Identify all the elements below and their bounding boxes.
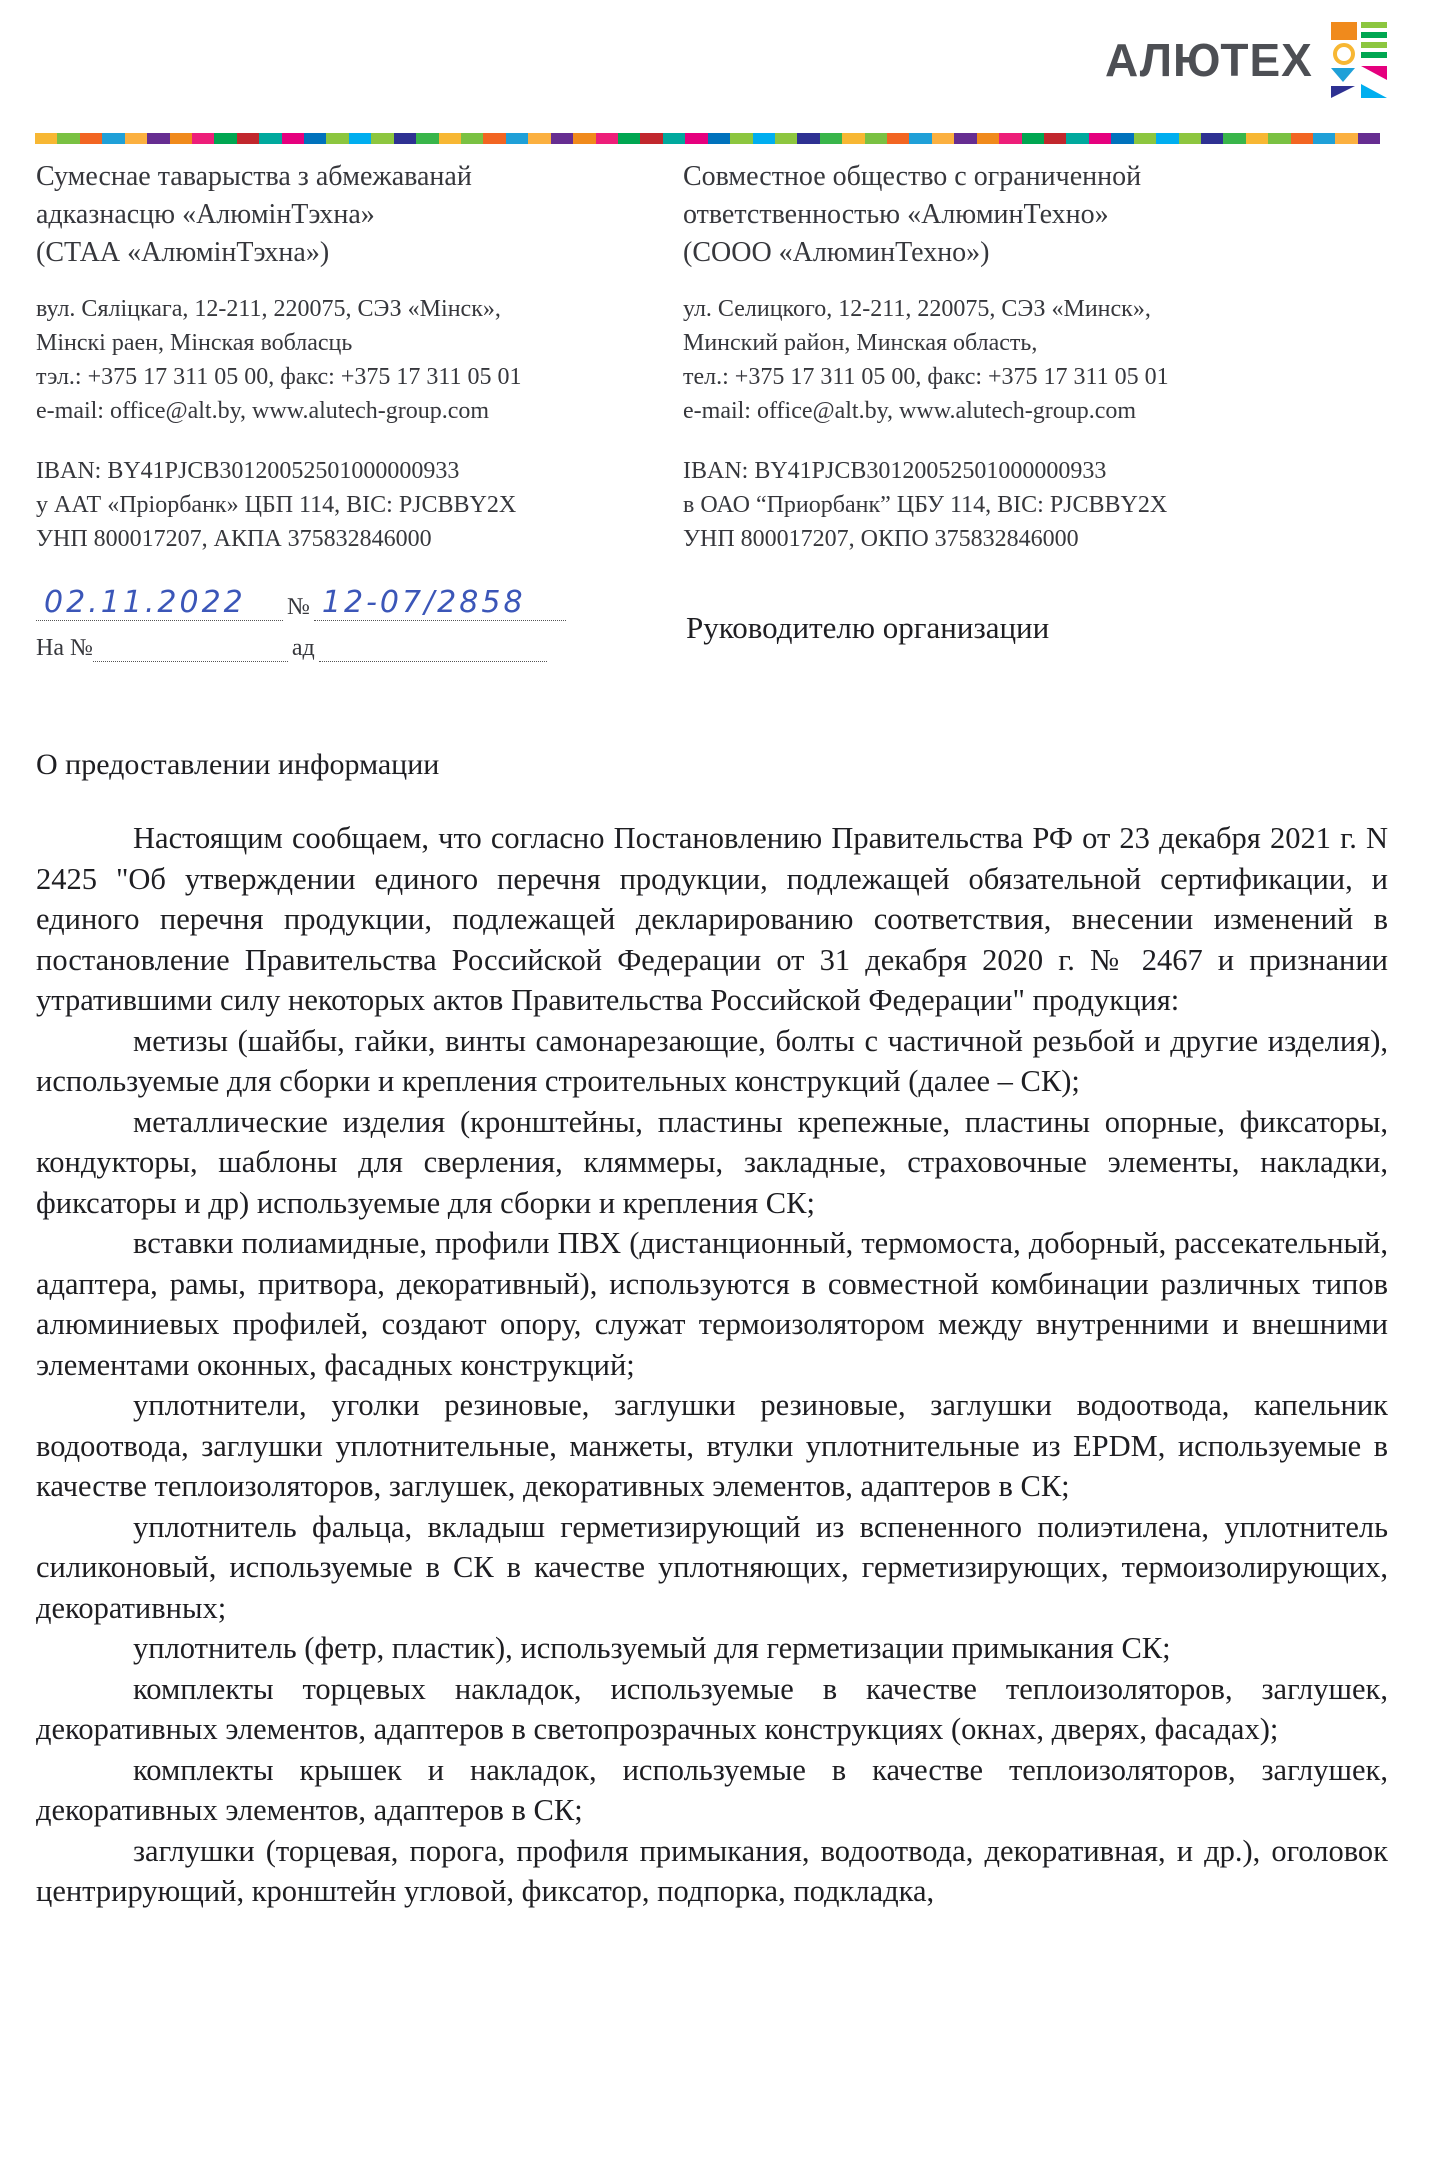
stripe-segment: [618, 133, 640, 144]
body-paragraph: уплотнители, уголки резиновые, заглушки резиновые, заглушки водоотвода, капельник водоотвода, заглушки уплотнительные, манжеты, втулки уплотнительные из EPDM, используемые в качестве теплоизоляторов, заглушек, декоративных элементов, адаптеров в СК;: [36, 1388, 1388, 1503]
email-line: e-mail: office@alt.by, www.alutech-group.com: [683, 398, 1137, 424]
company-name-line: (СТАА «АлюмiнТэхна»): [36, 237, 330, 268]
ad-date-field: [319, 635, 547, 662]
stripe-segment: [999, 133, 1021, 144]
logo-bar-4: [1361, 52, 1387, 58]
header-belarusian: [36, 158, 676, 556]
stripe-segment: [1246, 133, 1268, 144]
company-name-line: Сумеснае таварыства з абмежаванай: [36, 161, 472, 192]
logo-text: АЛЮТЕХ: [1105, 34, 1313, 86]
stripe-segment: [663, 133, 685, 144]
stripe-segment: [259, 133, 281, 144]
stripe-segment: [1089, 133, 1111, 144]
stripe-segment: [1313, 133, 1335, 144]
company-logo: [1105, 20, 1389, 100]
stripe-segment: [909, 133, 931, 144]
stripe-segment: [932, 133, 954, 144]
stripe-segment: [1179, 133, 1201, 144]
logo-mark-icon: [1327, 20, 1389, 100]
stripe-segment: [416, 133, 438, 144]
body-paragraph: уплотнитель (фетр, пластик), используемый для герметизации примыкания СК;: [133, 1631, 1171, 1665]
body-paragraph: металлические изделия (кронштейны, пластины крепежные, пластины опорные, фиксаторы, кондукторы, шаблоны для сверления, кляммеры, закладные, страховочные элементы, накладки, фиксаторы и др) используемые для сборки и крепления СК;: [36, 1104, 1388, 1220]
header-russian: [683, 158, 1383, 556]
bank-line: УНП 800017207, АКПА 375832846000: [36, 526, 432, 552]
document-reference: [36, 585, 566, 675]
stripe-segment: [820, 133, 842, 144]
logo-arrow-1: [1331, 68, 1355, 82]
stripe-segment: [685, 133, 707, 144]
bank-line: IBAN: BY41PJCB30120052501000000933: [683, 458, 1107, 484]
stripe-segment: [1066, 133, 1088, 144]
ad-label: ад: [291, 635, 315, 661]
letter-subject: О предоставлении информации: [36, 748, 440, 781]
addressee: Руководителю организации: [686, 610, 1050, 645]
stripe-segment: [304, 133, 326, 144]
stripe-segment: [349, 133, 371, 144]
body-paragraph: метизы (шайбы, гайки, винты самонарезающие, болты с частичной резьбой и другие изделия), используемые для сборки и крепления строительных конструкций (далее – СК);: [36, 1023, 1388, 1098]
stripe-segment: [775, 133, 797, 144]
stripe-segment: [753, 133, 775, 144]
stripe-segment: [371, 133, 393, 144]
stripe-segment: [1044, 133, 1066, 144]
handwritten-date: 02.11.2022: [36, 585, 283, 621]
stripe-segment: [1335, 133, 1357, 144]
logo-bar-1: [1361, 22, 1387, 28]
logo-circle: [1335, 45, 1353, 63]
stripe-segment: [954, 133, 976, 144]
stripe-segment: [192, 133, 214, 144]
stripe-segment: [551, 133, 573, 144]
stripe-segment: [573, 133, 595, 144]
bank-line: у ААТ «Пріорбанк» ЦБП 114, BIC: PJCBBY2X: [36, 492, 517, 518]
address-line: ул. Селицкого, 12-211, 220075, СЭЗ «Минск»,: [683, 296, 1151, 322]
stripe-segment: [1022, 133, 1044, 144]
stripe-segment: [797, 133, 819, 144]
stripe-segment: [35, 133, 57, 144]
stripe-segment: [125, 133, 147, 144]
address-line: Мінскі раен, Мінская вобласць: [36, 330, 353, 356]
stripe-segment: [102, 133, 124, 144]
stripe-segment: [147, 133, 169, 144]
stripe-segment: [394, 133, 416, 144]
stripe-segment: [237, 133, 259, 144]
stripe-segment: [80, 133, 102, 144]
stripe-segment: [708, 133, 730, 144]
stripe-segment: [506, 133, 528, 144]
phone-line: тэл.: +375 17 311 05 00, факс: +375 17 311 05 01: [36, 364, 522, 390]
stripe-segment: [887, 133, 909, 144]
letter-body: [36, 818, 1388, 1912]
phone-line: тел.: +375 17 311 05 00, факс: +375 17 311 05 01: [683, 364, 1169, 390]
stripe-segment: [730, 133, 752, 144]
email-line: e-mail: office@alt.by, www.alutech-group.com: [36, 398, 490, 424]
stripe-segment: [640, 133, 662, 144]
stripe-segment: [865, 133, 887, 144]
logo-bar-3: [1361, 42, 1387, 48]
body-paragraph: Настоящим сообщаем, что согласно Постановлению Правительства РФ от 23 декабря 2021 г. N 2425 "Об утверждении единого перечня продукции, подлежащей обязательной сертификации, и единого перечня продукции, подлежащей декларированию соответствия, внесении изменений в постановление Правительства Российской Федерации от 31 декабря 2020 г. № 2467 и признании утратившими силу некоторых актов Правительства Российской Федерации" продукция:: [36, 821, 1388, 1017]
stripe-segment: [1291, 133, 1313, 144]
stripe-segment: [842, 133, 864, 144]
stripe-segment: [1223, 133, 1245, 144]
stripe-segment: [170, 133, 192, 144]
stripe-segment: [1268, 133, 1290, 144]
stripe-segment: [57, 133, 79, 144]
stripe-segment: [977, 133, 999, 144]
company-name-line: адказнасцю «АлюмiнТэхна»: [36, 199, 375, 230]
stripe-segment: [214, 133, 236, 144]
color-stripe: [35, 133, 1380, 144]
company-name-line: (СООО «АлюминТехно»): [683, 237, 990, 268]
body-paragraph: вставки полиамидные, профили ПВХ (дистанционный, термомоста, доборный, рассекательный, адаптера, рамы, притвора, декоративный), используются в совместной комбинации различных типов алюминиевых профилей, создают опору, служат термоизолятором между внутренними и внешними элементами оконных, фасадных конструкций;: [36, 1226, 1388, 1382]
body-paragraph: уплотнитель фальца, вкладыш герметизирующий из вспененного полиэтилена, уплотнитель силиконовый, используемые в СК в качестве уплотняющих, герметизирующих, термоизолирующих, декоративных;: [36, 1509, 1388, 1625]
address-line: Минский район, Минская область,: [683, 330, 1038, 356]
na-number-field: [93, 635, 288, 662]
bank-line: IBAN: BY41PJCB30120052501000000933: [36, 458, 460, 484]
company-name-line: Совместное общество с ограниченной: [683, 161, 1142, 192]
stripe-segment: [1156, 133, 1178, 144]
handwritten-number: 12-07/2858: [314, 585, 566, 621]
company-name-line: ответственностью «АлюминТехно»: [683, 199, 1109, 230]
bank-line: УНП 800017207, ОКПО 375832846000: [683, 526, 1079, 552]
logo-arrow-4: [1361, 84, 1387, 98]
stripe-segment: [1358, 133, 1380, 144]
logo-bar-2: [1361, 32, 1387, 38]
body-paragraph: заглушки (торцевая, порога, профиля примыкания, водоотвода, декоративная, и др.), оголовок центрирующий, кронштейн угловой, фиксатор, подпорка, подкладка,: [36, 1833, 1388, 1908]
stripe-segment: [596, 133, 618, 144]
stripe-segment: [1134, 133, 1156, 144]
stripe-segment: [439, 133, 461, 144]
number-label: №: [287, 594, 310, 620]
logo-arrow-2: [1361, 66, 1387, 80]
body-paragraph: комплекты крышек и накладок, используемые в качестве теплоизоляторов, заглушек, декоративных элементов, адаптеров в СК;: [36, 1752, 1388, 1827]
na-number-label: На №: [36, 635, 93, 661]
stripe-segment: [282, 133, 304, 144]
stripe-segment: [1111, 133, 1133, 144]
stripe-segment: [483, 133, 505, 144]
stripe-segment: [1201, 133, 1223, 144]
body-paragraph: комплекты торцевых накладок, используемые в качестве теплоизоляторов, заглушек, декоративных элементов, адаптеров в светопрозрачных конструкциях (окнах, дверях, фасадах);: [36, 1671, 1388, 1746]
stripe-segment: [461, 133, 483, 144]
stripe-segment: [326, 133, 348, 144]
logo-square-1: [1331, 22, 1357, 40]
logo-arrow-3: [1331, 86, 1355, 98]
bank-line: в ОАО “Приорбанк” ЦБУ 114, BIC: PJCBBY2X: [683, 492, 1168, 518]
stripe-segment: [528, 133, 550, 144]
address-line: вул. Сяліцкага, 12-211, 220075, СЭЗ «Мінск»,: [36, 296, 501, 322]
